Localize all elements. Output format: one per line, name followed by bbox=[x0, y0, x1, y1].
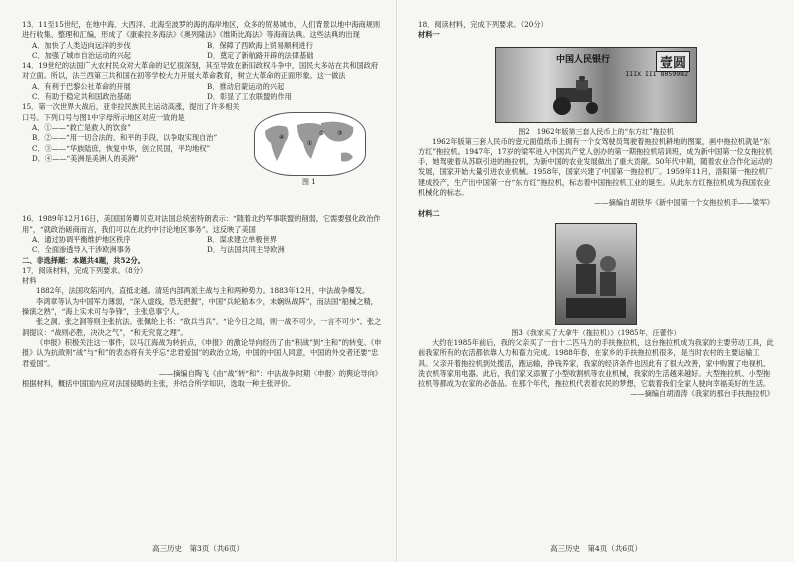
q17-question: 根据材料，概括中国国内应对法国侵略的主张，并结合所学知识，选取一种主张评价。 bbox=[22, 379, 296, 389]
svg-text:②: ② bbox=[319, 130, 325, 138]
q13-option-b: B．保障了西欧海上贸易顺利进行 bbox=[207, 40, 313, 50]
q13-option-d: D．奠定了新航路开辟的法律基础 bbox=[207, 50, 314, 60]
q13-stem: 13．11至15世纪，在地中海、大西洋、北海至波罗的海的海岸地区，众多的贸易城市，人们背景以地中海商规则进行收集、整理和汇编，形成了《康索拉多海法》《奥列隆法》《维斯比海法》等海商法典。这些法典的出现 bbox=[22, 20, 381, 40]
figure-1-caption: 图 1 bbox=[302, 178, 316, 187]
material-2-label: 材料二 bbox=[418, 208, 440, 218]
svg-text:①: ① bbox=[307, 140, 313, 148]
material-2-text: 大约在1985年前后，我的父亲买了一台十二匹马力的手扶拖拉机，这台拖拉机成为我家的主要劳动工具，此前我家所有的农活都依靠人力和畜力完成。1988年春，在家乡的手扶拖拉机很多，是当时农村的主要运输工具。父亲开着拖拉机到处揽活，跑运输，挣钱养家，我家的经济条件也因此有了很大改善，家中购置了电视机、洗衣机等家用电器。此后，我们家又添置了小型收割机等农业机械，我家的生活越来越好。大型拖拉机、小型拖拉机等都成为农家的必备品。在那个年代，拖拉机代表着农民的梦想，它载着我们全家人驶向幸福美好的生活。 bbox=[418, 337, 774, 389]
q17-citation: ——摘编自陶飞《由“战”转“和”：中法战争时期〈申报〉的舆论导向》 bbox=[158, 368, 382, 378]
q15-block bbox=[22, 102, 382, 214]
material-1-text: 1962年版第三套人民币的壹元面值纸币上拥有一个女驾驶员驾驶着拖拉机耕地的图案，画中拖拉机就是“东方红”拖拉机。1947年，17岁的梁军进入中国共产党人创办的第一期拖拉机培训班，成为新中国第一位女拖拉机手，她驾驶着从苏联引进的拖拉机，为新中国的农业发展做出了重大贡献。50年代中期，随着农业合作化运动的发展，国家开始大量引进农业机械。1958年，国家兴建了中国第一拖拉机厂。1959年11月，洛阳第一拖拉机厂建成投产，生产出中国第一台“东方红”拖拉机，标志着中国拖拉机工业的诞生。从此东方红拖拉机成为我国农业机械化的标志。 bbox=[418, 136, 773, 198]
q13-options bbox=[22, 41, 382, 62]
q17-material-label: 材料 bbox=[22, 276, 37, 286]
figure-2-caption: 图2 1962年版第三套人民币上的“东方红”拖拉机 bbox=[518, 127, 674, 136]
q17-paragraph-3: 张之洞、张之洞等则主张抗法。张佩纶上书：“欲兵当兵”。“论今日之局，则一战不可少，一言不可少”。张之洞提议：“战则必胜，决决之气”，“和无究竟之理”。 bbox=[22, 317, 382, 337]
q16-option-c: C．全面渗透导入干涉欧洲事务 bbox=[32, 245, 131, 255]
page-3-footer: 高三历史 第3页（共6页） bbox=[151, 544, 245, 553]
q13-option-a: A．加快了人类迈向远洋的步伐 bbox=[32, 40, 131, 50]
material-1-label: 材料一 bbox=[418, 30, 440, 40]
q14-stem: 14．19世纪的法国广大农村民众对大革命的记忆很深刻，其至导致在新旧政权斗争中，国民大多站在共和国政府对立面。所以，法兰西第三共和国在初等学校大力开展大革命教育，树立大革命的正面形象。这一做法 bbox=[22, 61, 379, 81]
q14-option-d: D．彰显了工农联盟的作用 bbox=[207, 92, 292, 102]
q17-paragraph-2: 李鸿章等认为中国军力薄弱，“深入虚线，恐无把握”，中国“兵轮船本少，未娴纵战阵”，而法国“船械之精，操演之熟”，“海上实未可与争锋”，主张息事宁人。 bbox=[22, 296, 378, 317]
tractor-illustration bbox=[536, 76, 626, 116]
q15-option-a: A．①——“救亡是救人的饮食” bbox=[32, 122, 131, 132]
q15-option-b: B．②——“用一切合法的、和平的手段，以争取实现自治” bbox=[32, 133, 218, 143]
svg-text:③: ③ bbox=[337, 130, 343, 138]
poster-illustration bbox=[556, 224, 636, 324]
q15-option-c: C．③——“华族陆庶，恢复中华，创立民国，平均地权” bbox=[32, 143, 211, 153]
world-map-figure bbox=[254, 112, 366, 176]
q16-options bbox=[22, 235, 382, 256]
q14-options bbox=[22, 82, 382, 103]
page-4-footer: 高三历史 第4页（共6页） bbox=[549, 544, 643, 553]
q17-paragraph-1: 1882年，法国攻陷河内，直抵北越。清廷内部两派主战与主和两种势力。1883年12月，中法战争爆发。 bbox=[36, 286, 370, 296]
svg-text:④: ④ bbox=[279, 134, 285, 142]
banknote-denomination: 壹圆 bbox=[656, 51, 690, 72]
q16-option-b: B．谋求建立单极世界 bbox=[207, 234, 277, 244]
material-1-citation: ——摘编自胡铁华《新中国第一个女拖拉机手——梁军》 bbox=[594, 198, 774, 208]
banknote-image bbox=[495, 47, 697, 123]
q17-paragraph-4: 《申报》积极关注这一事件，以马江海战为转折点，《申报》的激论导向经历了由“积战”到“主和”的转变。《申报》认为抗敌则“战”与“和”的表态将有关乎忘“忠君爱国”的政治立场，中国的中国人同意，中国的外交者还要“忠君爱国”。 bbox=[22, 337, 382, 368]
q13-option-c: C．加强了城市自治运动的兴起 bbox=[32, 50, 131, 60]
poster-image bbox=[555, 223, 637, 325]
q14-option-c: C．有助于稳定共和国政治基础 bbox=[32, 92, 131, 102]
q17-stem: 17．阅读材料，完成下列要求。（8分） bbox=[22, 265, 148, 275]
q16-option-a: A．通过协调平衡维护地区秩序 bbox=[32, 234, 131, 244]
q14-option-b: B．推动启蒙运动的兴起 bbox=[207, 81, 285, 91]
banknote-bank-name: 中国人民银行 bbox=[556, 54, 611, 65]
world-map-illustration bbox=[255, 113, 365, 175]
exam-page-4 bbox=[398, 0, 794, 562]
banknote-serial: IIIX III 8059982 bbox=[625, 69, 688, 78]
q16-stem: 16．1989年12月16日，美国国务卿贝克对法国总统密特朗表示：“随着北约军事联盟的削弱，它需要强化政治作用”，“就政治磋商而言，我们可以在北约中讨论地区事务”。这反映了美国 bbox=[22, 214, 381, 234]
q18-stem: 18．阅读材料，完成下列要求。（20分） bbox=[418, 20, 548, 29]
figure-3-caption: 图3《我家买了大拿牛（拖拉机）》（1985年，汪蕾作） bbox=[511, 328, 681, 337]
q14-option-a: A．有利于巴黎公社革命的开展 bbox=[32, 81, 131, 91]
q15-stem: 15．第一次世界大战后，亚非拉民族民主运动高涨，提出了许多相关口号。下列口号与图1中字母所示地区对应一致的是 bbox=[22, 102, 240, 122]
q16-option-d: D．与法国共同主导欧洲 bbox=[207, 245, 285, 255]
part2-heading: 二、非选择题：本题共4题，共52分。 bbox=[22, 255, 145, 265]
q15-option-d: D．④——“美洲是美洲人的美洲” bbox=[32, 153, 139, 163]
material-2-citation: ——摘编自胡清涛《我家的那台手扶拖拉机》 bbox=[630, 389, 774, 399]
